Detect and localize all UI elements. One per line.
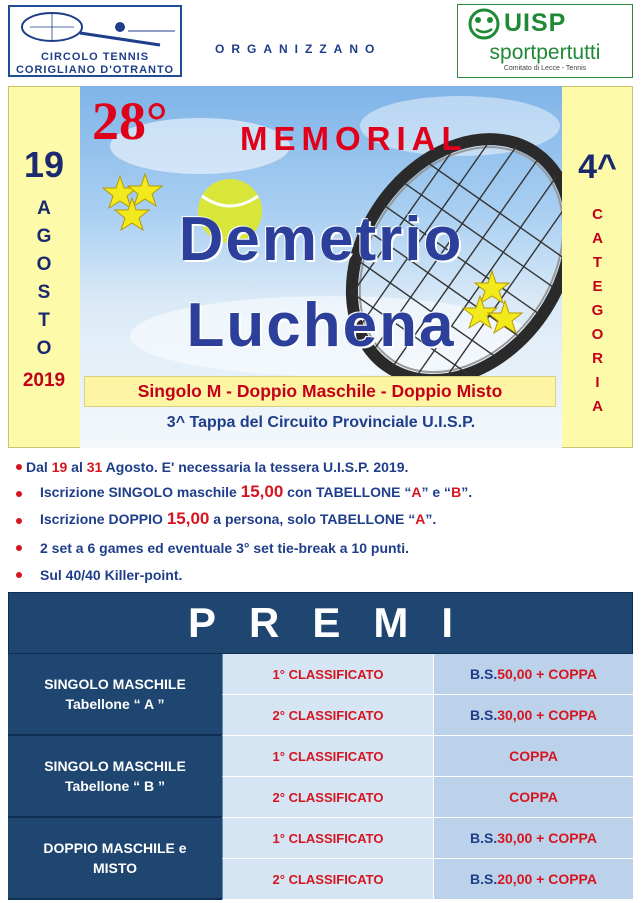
category-letter: I <box>595 374 600 391</box>
uisp-emblem-icon <box>464 7 504 41</box>
bullet-icon <box>16 518 22 524</box>
organizzano-label: ORGANIZZANO <box>215 42 382 56</box>
memorial-title: MEMORIAL <box>240 120 468 157</box>
tennis-racket-logo-icon <box>10 7 180 47</box>
month-letter: T <box>38 310 50 331</box>
prize-value: COPPA <box>433 736 633 777</box>
bullet-icon <box>16 572 22 578</box>
honoree-last-name: Luchena <box>186 291 456 360</box>
prize-value: COPPA <box>433 777 633 818</box>
tennis-photo <box>80 86 562 448</box>
category-letter: A <box>592 398 603 415</box>
category-letter: E <box>592 278 603 295</box>
events-list: Singolo M - Doppio Maschile - Doppio Misto <box>84 376 556 407</box>
month-letter: A <box>37 198 51 219</box>
info-item: Sul 40/40 Killer-point. <box>14 566 634 593</box>
honoree-first-name: Demetrio <box>178 205 464 274</box>
prize-position: 1° CLASSIFICATO <box>222 736 433 777</box>
info-item: 2 set a 6 games ed eventuale 3° set tie-break a 10 punti. <box>14 539 634 566</box>
prize-category: SINGOLO MASCHILE Tabellone “ A ” <box>8 654 222 736</box>
category-letter: A <box>592 230 603 247</box>
prize-category: DOPPIO MASCHILE e MISTO <box>8 818 222 900</box>
info-item: Iscrizione SINGOLO maschile 15,00 con TABELLONE “A” e “B”. <box>14 485 634 512</box>
category-letter: O <box>591 326 604 343</box>
comitato-label: Comitato di Lecce - Tennis <box>503 65 587 72</box>
event-day: 19 <box>23 144 65 185</box>
category-number: 4^ <box>578 148 617 186</box>
bullet-icon <box>16 545 22 551</box>
event-year: 2019 <box>22 370 66 391</box>
category-letter: T <box>592 254 603 271</box>
circuit-stage: 3^ Tappa del Circuito Provinciale U.I.S.P. <box>166 414 476 431</box>
prize-position: 2° CLASSIFICATO <box>222 859 433 900</box>
prize-position: 2° CLASSIFICATO <box>222 695 433 736</box>
month-letter: O <box>36 254 52 275</box>
club-name-line1: CIRCOLO TENNIS <box>40 51 150 63</box>
prizes-table <box>8 654 633 900</box>
prize-value: B.S. 20,00 + COPPA <box>433 859 633 900</box>
info-item: Dal 19 al 31 Agosto. E' necessaria la tessera U.I.S.P. 2019. <box>14 458 634 485</box>
prize-position: 1° CLASSIFICATO <box>222 654 433 695</box>
category-letter: R <box>592 350 603 367</box>
prize-category: SINGOLO MASCHILE Tabellone “ B ” <box>8 736 222 818</box>
category-column <box>562 86 633 448</box>
edition-number: 28° <box>92 91 168 151</box>
info-list <box>14 458 634 593</box>
sportpertutti-wordmark: sportpertutti <box>489 41 601 64</box>
prize-value: B.S. 50,00 + COPPA <box>433 654 633 695</box>
month-letter: O <box>36 338 52 359</box>
month-letter: G <box>36 226 52 247</box>
prize-value: B.S. 30,00 + COPPA <box>433 695 633 736</box>
bullet-icon <box>16 491 22 497</box>
uisp-wordmark: UISP <box>504 9 567 37</box>
date-column <box>8 86 80 448</box>
prizes-header <box>8 592 633 654</box>
prize-position: 2° CLASSIFICATO <box>222 777 433 818</box>
prize-value: B.S. 30,00 + COPPA <box>433 818 633 859</box>
info-item: Iscrizione DOPPIO 15,00 a persona, solo TABELLONE “A”. <box>14 512 634 539</box>
uisp-logo <box>457 4 633 78</box>
prizes-title: PREMI <box>187 599 486 646</box>
prize-position: 1° CLASSIFICATO <box>222 818 433 859</box>
club-name-line2: CORIGLIANO D'OTRANTO <box>15 64 175 76</box>
category-letter: C <box>592 206 603 223</box>
category-letter: G <box>591 302 604 319</box>
month-letter: S <box>37 282 51 303</box>
bullet-icon <box>16 464 22 470</box>
club-logo <box>8 5 182 77</box>
